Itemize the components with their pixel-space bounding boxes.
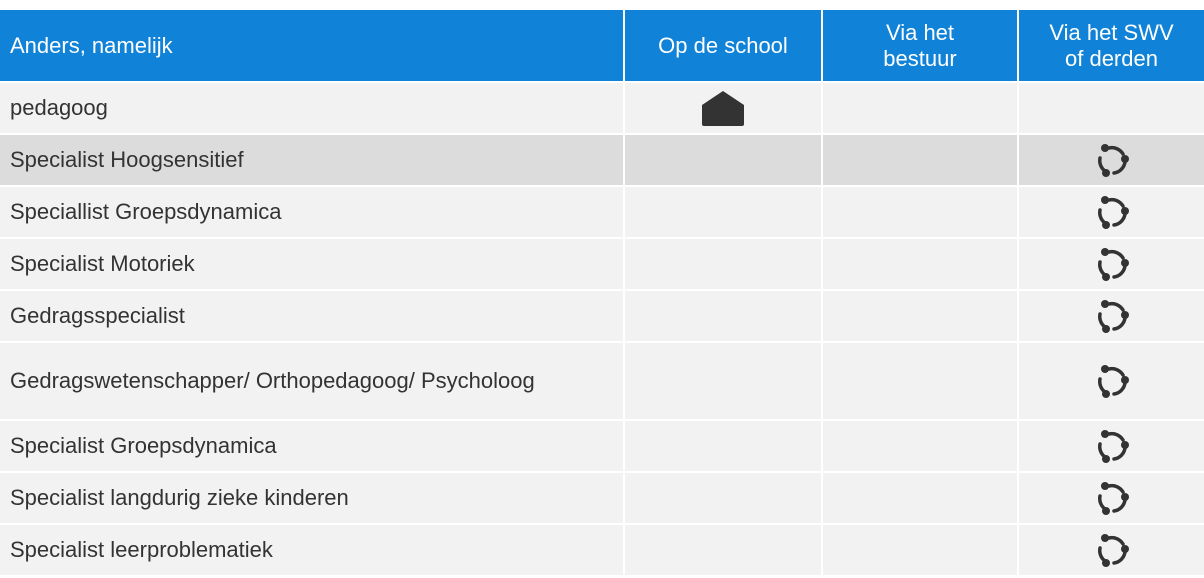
table-row — [0, 525, 1204, 577]
cell-via-bestuur — [823, 525, 1019, 575]
cell-op-de-school — [625, 525, 823, 575]
header-anders-namelijk — [0, 10, 625, 81]
cell-via-swv — [1019, 187, 1204, 237]
cell-via-bestuur — [823, 421, 1019, 471]
cell-via-swv — [1019, 473, 1204, 523]
cell-via-swv — [1019, 239, 1204, 289]
cell-via-swv — [1019, 291, 1204, 341]
table-row — [0, 473, 1204, 525]
cell-op-de-school — [625, 239, 823, 289]
row-label: Specialist langdurig zieke kinderen — [10, 485, 349, 510]
table-row — [0, 343, 1204, 421]
header-via-swv — [1019, 10, 1204, 81]
swv-network-icon — [1092, 426, 1132, 466]
swv-network-icon — [1092, 530, 1132, 570]
cell-op-de-school — [625, 135, 823, 185]
table-row — [0, 83, 1204, 135]
row-label: pedagoog — [10, 95, 108, 120]
table-row — [0, 421, 1204, 473]
cell-op-de-school — [625, 343, 823, 419]
row-label: Gedragsspecialist — [10, 303, 185, 328]
row-label: Specialist leerproblematiek — [10, 537, 273, 562]
cell-via-swv — [1019, 135, 1204, 185]
cell-op-de-school — [625, 187, 823, 237]
row-label-cell — [0, 525, 625, 575]
cell-via-bestuur — [823, 473, 1019, 523]
table-body — [0, 83, 1204, 577]
row-label: Specialist Hoogsensitief — [10, 147, 244, 172]
cell-via-bestuur — [823, 83, 1019, 133]
swv-network-icon — [1092, 478, 1132, 518]
cell-via-swv — [1019, 343, 1204, 419]
cell-op-de-school — [625, 421, 823, 471]
swv-network-icon — [1092, 192, 1132, 232]
cell-op-de-school — [625, 291, 823, 341]
header-school-label: Op de school — [658, 32, 788, 58]
row-label-cell — [0, 421, 625, 471]
header-via-bestuur — [823, 10, 1019, 81]
services-table — [0, 10, 1204, 577]
row-label-cell — [0, 473, 625, 523]
cell-op-de-school — [625, 83, 823, 133]
cell-via-bestuur — [823, 291, 1019, 341]
row-label-cell — [0, 239, 625, 289]
row-label: Specialist Groepsdynamica — [10, 433, 277, 458]
cell-via-bestuur — [823, 239, 1019, 289]
swv-network-icon — [1092, 296, 1132, 336]
table-row — [0, 291, 1204, 343]
row-label-cell — [0, 343, 625, 419]
cell-via-bestuur — [823, 135, 1019, 185]
row-label-cell — [0, 291, 625, 341]
table-row — [0, 239, 1204, 291]
swv-network-icon — [1092, 244, 1132, 284]
cell-via-bestuur — [823, 187, 1019, 237]
cell-op-de-school — [625, 473, 823, 523]
row-label: Specialist Motoriek — [10, 251, 195, 276]
cell-via-swv — [1019, 83, 1204, 133]
header-bestuur-label: Via het bestuur — [883, 19, 957, 71]
table-row — [0, 135, 1204, 187]
header-swv-label: Via het SWV of derden — [1049, 19, 1174, 71]
row-label-cell — [0, 187, 625, 237]
table-header-row — [0, 10, 1204, 83]
row-label: Gedragswetenschapper/ Orthopedagoog/ Psycholoog — [10, 368, 535, 393]
cell-via-swv — [1019, 525, 1204, 575]
header-anders-label: Anders, namelijk — [10, 32, 173, 58]
row-label-cell — [0, 135, 625, 185]
row-label-cell — [0, 83, 625, 133]
swv-network-icon — [1092, 361, 1132, 401]
home-icon — [700, 89, 746, 127]
header-op-de-school — [625, 10, 823, 81]
cell-via-bestuur — [823, 343, 1019, 419]
row-label: Speciallist Groepsdynamica — [10, 199, 282, 224]
cell-via-swv — [1019, 421, 1204, 471]
swv-network-icon — [1092, 140, 1132, 180]
table-row — [0, 187, 1204, 239]
